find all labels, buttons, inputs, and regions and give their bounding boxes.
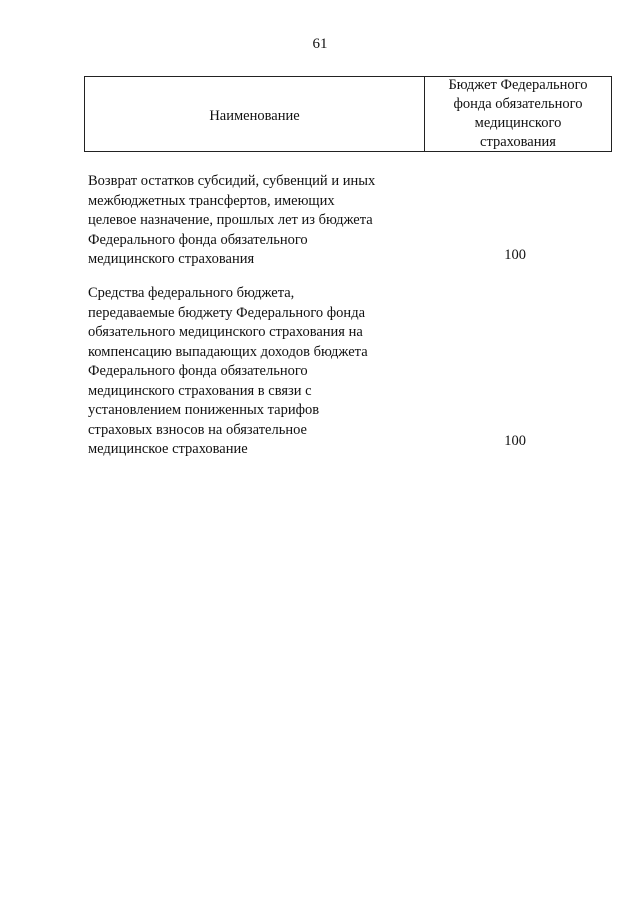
column-header-budget	[425, 77, 611, 151]
table-row	[88, 172, 612, 270]
page-number: 61	[312, 36, 328, 52]
row-name: Средства федерального бюджета, передаваемые бюджету Федерального фонда обязательного медицинского страхования на компенсацию выпадающих доходов бюджета Федерального фонда обязательного медицинского страхования в связи с установлением пониженных тарифов страховых взносов на обязательное медицинское страхование	[88, 285, 368, 457]
column-header-budget-label: Бюджет Федерального фонда обязательного медицинского страхования	[448, 77, 588, 150]
table-row	[88, 284, 612, 460]
row-value: 100	[504, 247, 526, 263]
row-name: Возврат остатков субсидий, субвенций и иных межбюджетных трансфертов, имеющих целевое назначение, прошлых лет из бюджета Федерального фонда обязательного медицинского страхования	[88, 173, 376, 267]
row-value: 100	[504, 433, 526, 449]
table-header	[84, 76, 612, 152]
column-header-name: Наименование	[85, 77, 425, 151]
